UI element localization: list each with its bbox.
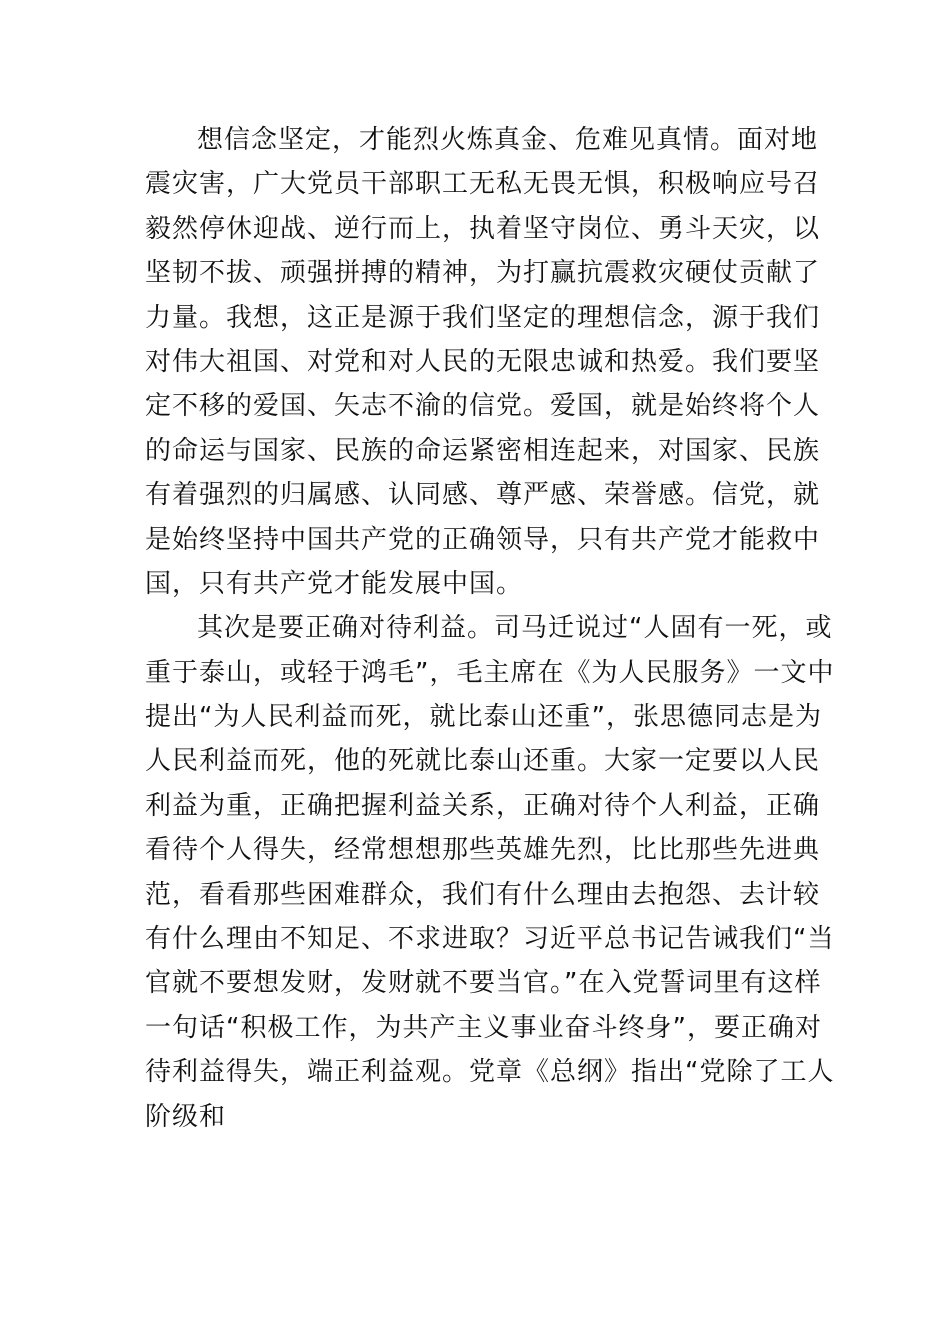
text-line: 坚韧不拔、顽强拼搏的精神，为打赢抗震救灾硬仗贡献了 [145, 258, 821, 289]
text-line: 震灾害，广大党员干部职工无私无畏无惧，积极响应号召 [145, 169, 821, 200]
text-line: 有着强烈的归属感、认同感、尊严感、荣誉感。信党，就 [145, 480, 821, 511]
text-line: 一句话“积极工作，为共产主义事业奋斗终身”，要正确对 [145, 1012, 822, 1043]
text-line: 看待个人得失，经常想想那些英雄先烈，比比那些先进典 [145, 835, 821, 866]
body-text [145, 118, 835, 1139]
text-line: 提出“为人民利益而死，就比泰山还重”，张思德同志是为 [145, 702, 822, 733]
text-line: 毅然停休迎战、逆行而上，执着坚守岗位、勇斗天灾，以 [145, 213, 821, 244]
text-line: 对伟大祖国、对党和对人民的无限忠诚和热爱。我们要坚 [145, 346, 821, 377]
text-line: 人民利益而死，他的死就比泰山还重。大家一定要以人民 [145, 746, 821, 777]
text-line: 力量。我想，这正是源于我们坚定的理想信念，源于我们 [145, 302, 821, 333]
text-line: 阶级和 [145, 1101, 227, 1132]
text-line: 范，看看那些困难群众，我们有什么理由去抱怨、去计较 [145, 879, 821, 910]
text-line: 是始终坚持中国共产党的正确领导，只有共产党才能救中 [145, 524, 821, 555]
text-line: 的命运与国家、民族的命运紧密相连起来，对国家、民族 [145, 435, 821, 466]
text-line: 待利益得失，端正利益观。党章《总纲》指出“党除了工人 [145, 1057, 835, 1088]
text-line: 官就不要想发财，发财就不要当官。”在入党誓词里有这样 [145, 968, 822, 999]
text-line: 想信念坚定，才能烈火炼真金、危难见真情。面对地 [197, 125, 819, 155]
text-line: 其次是要正确对待利益。司马迁说过“人固有一死，或 [197, 613, 833, 644]
text-line: 有什么理由不知足、不求进取？习近平总书记告诫我们“当 [145, 924, 835, 955]
text-line: 利益为重，正确把握利益关系，正确对待个人利益，正确 [145, 790, 821, 821]
text-line: 定不移的爱国、矢志不渝的信党。爱国，就是始终将个人 [145, 391, 821, 422]
text-line: 重于泰山，或轻于鸿毛”，毛主席在《为人民服务》一文中 [145, 657, 835, 688]
text-line: 国，只有共产党才能发展中国。 [145, 568, 524, 599]
